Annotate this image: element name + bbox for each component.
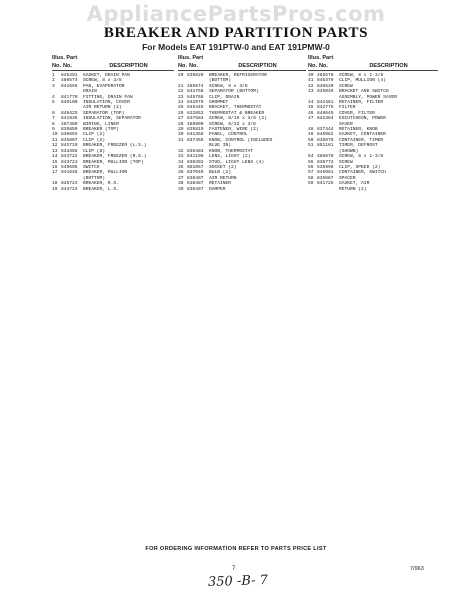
illus-number: 35 bbox=[178, 164, 184, 170]
header-no: No. bbox=[308, 63, 318, 69]
part-number: 845049 bbox=[317, 89, 334, 95]
column-header bbox=[308, 62, 438, 71]
part-number: 485678 bbox=[317, 154, 334, 160]
part-description: WIRING, LINER bbox=[83, 121, 119, 127]
part-number: 837049 bbox=[187, 170, 204, 176]
illus-number: 25 bbox=[178, 105, 184, 111]
part-description: ASSEMBLY, POWER SAVER bbox=[339, 94, 397, 100]
document-code: 7/963 bbox=[410, 566, 424, 572]
illus-number: 8 bbox=[52, 121, 55, 127]
illus-number: 17 bbox=[52, 170, 58, 176]
header-illus: Illus. bbox=[308, 55, 321, 61]
part-description: (BOTTOM) bbox=[209, 78, 232, 84]
part-description: BREAKER, L.S. bbox=[83, 186, 119, 192]
part-number: 535998 bbox=[317, 164, 334, 170]
header-number: No. bbox=[63, 63, 73, 69]
part-description: SCREW bbox=[339, 159, 353, 165]
header-description: DESCRIPTION bbox=[109, 63, 148, 69]
part-description: THERMOSTAT & BREAKER bbox=[209, 110, 265, 116]
part-description: ESCUTCHEON, POWER bbox=[339, 116, 386, 122]
part-description: AIR RETURN (2) bbox=[83, 105, 122, 111]
illus-number: 2 bbox=[52, 78, 55, 84]
illus-number: 6 bbox=[52, 110, 55, 116]
illus-number: 28 bbox=[178, 121, 184, 127]
column-header bbox=[178, 62, 306, 71]
illus-number: 20 bbox=[178, 73, 184, 78]
illus-number: 31 bbox=[178, 137, 184, 143]
header-part: Part bbox=[66, 55, 78, 61]
ordering-footnote: FOR ORDERING INFORMATION REFER TO PARTS PRICE LIST bbox=[145, 546, 327, 552]
illus-number: 3 bbox=[52, 83, 55, 89]
part-description: INSULATION, SEPARATOR bbox=[83, 116, 141, 122]
header-number: No. bbox=[319, 63, 329, 69]
header-part: Part bbox=[322, 55, 334, 61]
part-number: 845807 bbox=[61, 137, 78, 143]
illus-number: 29 bbox=[178, 127, 184, 133]
illus-number: 51 bbox=[308, 143, 314, 149]
part-description: KNOB, THERMOSTAT bbox=[209, 148, 254, 154]
part-number: 841645 bbox=[61, 170, 78, 176]
part-number: 836487 bbox=[187, 175, 204, 181]
illus-number: 56 bbox=[308, 164, 314, 170]
part-description: STUD, LIGHT LENS (4) bbox=[209, 159, 265, 165]
part-number: 841108 bbox=[187, 154, 204, 160]
part-description: LENS, LIGHT (2) bbox=[209, 154, 251, 160]
part-number: 487389 bbox=[61, 121, 78, 127]
part-number: 837465 bbox=[187, 137, 204, 143]
illus-number: 4 bbox=[52, 94, 55, 100]
part-description: (BOTTOM) bbox=[83, 175, 106, 181]
illus-number: 23 bbox=[178, 94, 184, 100]
illus-number: 30 bbox=[178, 132, 184, 138]
illus-number: 18 bbox=[52, 181, 58, 187]
illus-number: 57 bbox=[308, 170, 314, 176]
illus-number: 59 bbox=[308, 181, 314, 187]
part-description: (SHOWN) bbox=[339, 148, 359, 154]
part-number: 843722 bbox=[61, 154, 78, 160]
header-illus: Illus. bbox=[52, 55, 65, 61]
parts-column-1 bbox=[52, 54, 174, 192]
illus-number: 21 bbox=[178, 83, 184, 89]
illus-number: 5 bbox=[52, 100, 55, 106]
part-number: 837444 bbox=[317, 127, 334, 133]
illus-number: 1 bbox=[52, 73, 55, 78]
illus-number: 22 bbox=[178, 89, 184, 95]
illus-number: 48 bbox=[308, 127, 314, 133]
part-number: 845724 bbox=[61, 181, 78, 187]
part-description: FASTENER, WIRE (2) bbox=[209, 127, 259, 133]
part-number: 841770 bbox=[61, 94, 78, 100]
illus-number: 46 bbox=[308, 110, 314, 116]
part-description: SCREW, 8 x 3/8 bbox=[209, 83, 248, 89]
part-description: CLIP, SPEED (2) bbox=[339, 164, 381, 170]
part-description: SCREW bbox=[339, 83, 353, 89]
part-description: BREAKER, MULLION (TOP) bbox=[83, 159, 144, 165]
part-description: SAVER bbox=[339, 121, 353, 127]
illus-number: 13 bbox=[52, 148, 58, 154]
part-description: SWITCH bbox=[83, 164, 100, 170]
part-description: BREAKER (TOP) bbox=[83, 127, 119, 133]
illus-number: 40 bbox=[308, 73, 314, 78]
illus-number: 27 bbox=[178, 116, 184, 122]
part-number: 843719 bbox=[61, 143, 78, 149]
part-number: 836487 bbox=[187, 181, 204, 187]
part-number: 839850 bbox=[61, 127, 78, 133]
part-description: BREAKER, REFRIGERATOR bbox=[209, 73, 267, 78]
column-header bbox=[52, 62, 174, 71]
part-description: TIMER, DEFROST bbox=[339, 143, 378, 149]
illus-number: 11 bbox=[52, 137, 58, 143]
part-description: DRAIN bbox=[83, 89, 97, 95]
part-number: 881067 bbox=[187, 164, 204, 170]
part-description: SCREW, 8 x 3/8 bbox=[83, 78, 122, 84]
part-description: RETAINER bbox=[209, 181, 232, 187]
part-description: SEPARATOR (BOTTOM) bbox=[209, 89, 259, 95]
part-description: CLIP (8) bbox=[83, 148, 106, 154]
part-number: 841758 bbox=[187, 89, 204, 95]
part-description: CLIP (2) bbox=[83, 132, 106, 138]
illus-number: 50 bbox=[308, 137, 314, 143]
part-description: GASKET, CONTAINER bbox=[339, 132, 386, 138]
part-description: SCREW, 8/32 x 3/8 bbox=[209, 121, 256, 127]
part-description: BREAKER, R.S. bbox=[83, 181, 119, 187]
part-number: 842384 bbox=[317, 116, 334, 122]
part-description: SCREW, 8 x 1-3/8 bbox=[339, 73, 384, 78]
illus-number: 54 bbox=[308, 154, 314, 160]
illus-number: 49 bbox=[308, 132, 314, 138]
part-description: SEPARATOR (TOP) bbox=[83, 110, 125, 116]
part-number: 486574 bbox=[61, 78, 78, 84]
illus-number: 45 bbox=[308, 105, 314, 111]
illus-number: 26 bbox=[178, 110, 184, 116]
part-number: 836530 bbox=[317, 83, 334, 89]
illus-number: 42 bbox=[308, 83, 314, 89]
part-number: 842461 bbox=[317, 100, 334, 106]
illus-number: 36 bbox=[178, 170, 184, 176]
part-description: GASKET, AIR bbox=[339, 181, 370, 187]
part-description: CLIP (2) bbox=[83, 137, 106, 143]
part-number: 848425 bbox=[61, 110, 78, 116]
part-number: 845061 bbox=[317, 170, 334, 176]
part-number: 549695 bbox=[61, 164, 78, 170]
illus-number: 58 bbox=[308, 175, 314, 181]
illus-number: 15 bbox=[52, 159, 58, 165]
illus-number: 19 bbox=[52, 186, 58, 192]
illus-number: 37 bbox=[178, 175, 184, 181]
illus-number: 39 bbox=[178, 186, 184, 192]
part-description: GASKET, DRAIN PAN bbox=[83, 73, 130, 78]
part-number: 488900 bbox=[187, 121, 204, 127]
parts-list bbox=[52, 73, 174, 192]
part-number: 845391 bbox=[61, 73, 78, 78]
part-description: INSULATION, COVER bbox=[83, 100, 130, 106]
header-description: DESCRIPTION bbox=[238, 63, 277, 69]
part-number: 842775 bbox=[317, 105, 334, 111]
header-no: No. bbox=[52, 63, 62, 69]
illus-number: 10 bbox=[52, 132, 58, 138]
illus-number: 43 bbox=[308, 89, 314, 95]
part-description: SCREW, 8 x 1-3/8 bbox=[339, 154, 384, 160]
watermark: AppliancePartsPros.com bbox=[86, 2, 386, 26]
part-number: 841656 bbox=[61, 83, 78, 89]
part-number: 845445 bbox=[187, 105, 204, 111]
part-description: DAMPER bbox=[209, 186, 226, 192]
part-number: 485678 bbox=[317, 73, 334, 78]
part-description: RETURN (2) bbox=[339, 186, 367, 192]
part-description: AIR RETURN bbox=[209, 175, 237, 181]
part-number: 843721 bbox=[61, 159, 78, 165]
illus-number: 33 bbox=[178, 154, 184, 160]
handwritten-note: 350 -B- 7 bbox=[207, 572, 269, 591]
illus-number: 38 bbox=[178, 181, 184, 187]
part-description: SPACER bbox=[339, 175, 356, 181]
part-number: 845768 bbox=[187, 94, 204, 100]
illus-number: 41 bbox=[308, 78, 314, 84]
part-number: 836483 bbox=[187, 148, 204, 154]
part-description: FILTER bbox=[339, 105, 356, 111]
part-description: CONTAINER, SWITCH bbox=[339, 170, 386, 176]
illus-number: 7 bbox=[52, 116, 55, 122]
part-number: 835667 bbox=[317, 175, 334, 181]
part-description: BREAKER, MULLION bbox=[83, 170, 128, 176]
part-number: 841936 bbox=[61, 116, 78, 122]
part-number: 845479 bbox=[317, 78, 334, 84]
part-number: 836392 bbox=[187, 159, 204, 165]
parts-column-3 bbox=[308, 54, 438, 192]
parts-row bbox=[308, 187, 438, 192]
part-description: CONTAINER, TIMER bbox=[339, 137, 384, 143]
part-description: RETAINER, KNOB bbox=[339, 127, 378, 133]
illus-number: 32 bbox=[178, 148, 184, 154]
illus-number: 24 bbox=[178, 100, 184, 106]
part-number: 842979 bbox=[187, 100, 204, 106]
illus-number: 14 bbox=[52, 154, 58, 160]
part-number: 836772 bbox=[317, 159, 334, 165]
header-description: DESCRIPTION bbox=[369, 63, 408, 69]
part-number bbox=[317, 187, 339, 192]
page-title: BREAKER AND PARTITION PARTS bbox=[103, 25, 369, 41]
illus-number: 44 bbox=[308, 100, 314, 106]
part-description: RETAINER, FILTER bbox=[339, 100, 384, 106]
header-number: No. bbox=[189, 63, 199, 69]
part-description: CLIP, DRAIN bbox=[209, 94, 240, 100]
part-number: 837584 bbox=[187, 116, 204, 122]
part-description: PAN, EVAPORATOR bbox=[83, 83, 125, 89]
part-number: 485674 bbox=[187, 83, 204, 89]
part-number: 846100 bbox=[61, 100, 78, 106]
part-description: BREAKER, FREEZER (R.S.) bbox=[83, 154, 147, 160]
part-description: FITTING, DRAIN PAN bbox=[83, 94, 133, 100]
part-number: 841725 bbox=[317, 181, 334, 187]
illus-number: 55 bbox=[308, 159, 314, 165]
page-number: 7 bbox=[232, 566, 236, 572]
part-number: 839829 bbox=[187, 73, 204, 78]
parts-list bbox=[308, 73, 438, 192]
part-number: 848645 bbox=[317, 110, 334, 116]
header-illus: Illus. bbox=[178, 55, 191, 61]
part-number: 851161 bbox=[317, 143, 334, 149]
page-subtitle: For Models EAT 191PTW-0 and EAT 191PMW-0 bbox=[142, 42, 330, 52]
part-description: BRACKET, THERMOSTAT bbox=[209, 105, 262, 111]
part-number: 843723 bbox=[61, 186, 78, 192]
header-part: Part bbox=[192, 55, 204, 61]
part-number: 534365 bbox=[61, 148, 78, 154]
part-number: 836693 bbox=[61, 132, 78, 138]
part-description: SOCKET (2) bbox=[209, 164, 237, 170]
parts-row bbox=[52, 187, 174, 192]
parts-row bbox=[178, 187, 306, 192]
part-number: 836487 bbox=[187, 186, 204, 192]
illus-number: 47 bbox=[308, 116, 314, 122]
part-description: BREAKER, FREEZER (L.S.) bbox=[83, 143, 147, 149]
part-description: COVER, FILTER bbox=[339, 110, 375, 116]
part-number: 835819 bbox=[187, 127, 204, 133]
part-description: PANEL, CONTROL bbox=[209, 132, 248, 138]
illus-number: 16 bbox=[52, 164, 58, 170]
part-number: 835079 bbox=[317, 137, 334, 143]
illus-number: 9 bbox=[52, 127, 55, 133]
part-description: GROMMET bbox=[209, 100, 229, 106]
part-description: BLUE IN) bbox=[209, 143, 232, 149]
part-number: 832852 bbox=[187, 110, 204, 116]
part-number: 845062 bbox=[317, 132, 334, 138]
part-number: 841368 bbox=[187, 132, 204, 138]
part-description: BULB (2) bbox=[209, 170, 232, 176]
part-description: CLIP, MULLION (4) bbox=[339, 78, 386, 84]
illus-number: 34 bbox=[178, 159, 184, 165]
illus-number bbox=[308, 187, 317, 192]
part-description: KNOB, CONTROL (INCLUDES bbox=[209, 137, 273, 143]
parts-column-2 bbox=[178, 54, 306, 192]
part-description: SCREW, 8/15 x 3/8 (2) bbox=[209, 116, 267, 122]
header-no: No. bbox=[178, 63, 188, 69]
part-description: BRACKET AND SWITCH bbox=[339, 89, 389, 95]
parts-list bbox=[178, 73, 306, 192]
illus-number: 12 bbox=[52, 143, 58, 149]
